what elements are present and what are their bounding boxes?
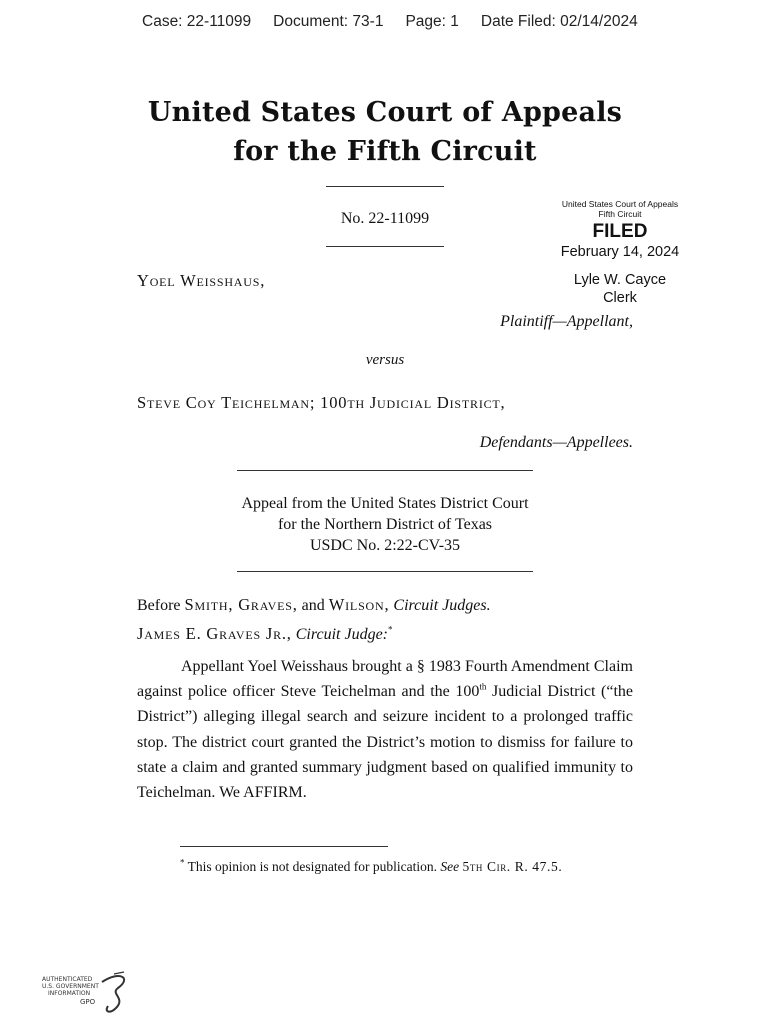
appeal-line1: Appeal from the United States District Court [241,495,529,512]
document-label: Document: 73-1 [273,13,384,30]
author-title: Circuit Judge: [295,626,389,643]
before-label: Before [137,597,181,614]
opinion-text-part2: Judicial District (“the District”) alleging illegal search and seizure incident to a prolonged traffic stop. The district court granted the District’s motion to dismiss for failure to state a claim and granted summary judgment based on qualified immunity to Teichelman. We AFFIRM. [137,683,634,802]
footnote [180,859,562,875]
ordinal-suffix: th [479,681,487,692]
document-header [142,13,638,31]
case-number: No. 22-11099 [340,210,430,227]
gpo-authentication-seal [40,968,140,1016]
date-filed-label: Date Filed: 02/14/2024 [480,13,638,30]
appeal-line3: USDC No. 2:22-CV-35 [309,537,461,554]
defendants-names: Steve Coy Teichelman; 100th Judicial District, [137,393,506,412]
filed-stamp: FILED [592,221,648,242]
title-rule [326,186,444,187]
clerk-name: Lyle W. Cayce [573,272,667,288]
stamp-circuit: Fifth Circuit [598,209,642,219]
appeal-rule [237,571,533,572]
and-label: and [301,597,325,614]
stamp-date: February 14, 2024 [560,244,680,260]
defendants-role: Defendants—Appellees. [479,434,633,451]
parties-rule [237,470,533,471]
opinion-text-part1: Appellant Yoel Weisshaus brought a § 1983 Fourth Amendment Claim against police officer Steve Teichelman and the 100 [137,658,633,701]
appeal-line2: for the Northern District of Texas [277,516,493,533]
footnote-rule [180,846,388,847]
panel-judge-last: Wilson, [328,595,390,614]
stamp-court: United States Court of Appeals [561,199,679,209]
case-number-rule [326,246,444,247]
court-title-line2: for the Fifth Circuit [233,136,537,167]
panel-line [137,595,491,615]
footnote-mark: * [180,857,185,868]
gpo-line2: U.S. GOVERNMENT [42,983,99,990]
gpo-seal-icon [40,968,140,1016]
footnote-rule-ref: 5th Cir. R. 47.5. [462,859,563,874]
opinion-body [137,654,633,805]
case-label: Case: 22-11099 [142,13,252,30]
gpo-line1: AUTHENTICATED [42,976,93,983]
clerk-title: Clerk [603,290,637,306]
plaintiff-role: Plaintiff—Appellant, [500,313,633,330]
author-name: James E. Graves Jr., [137,624,292,643]
gpo-line3: INFORMATION [48,990,91,997]
plaintiff-name: Yoel Weisshaus, [137,271,266,290]
gpo-line4: GPO [80,998,96,1006]
footnote-text: This opinion is not designated for publication. [184,859,437,874]
footnote-marker: * [388,624,393,635]
page-label: Page: 1 [405,13,459,30]
versus-label: versus [365,352,405,368]
panel-title: Circuit Judges. [393,597,491,614]
court-title-line1: United States Court of Appeals [147,97,623,128]
appeal-block [0,493,770,556]
author-line [137,624,393,644]
opinion-paragraph [137,654,633,805]
footnote-see: See [440,859,460,874]
panel-judges: Smith, Graves, [184,595,298,614]
